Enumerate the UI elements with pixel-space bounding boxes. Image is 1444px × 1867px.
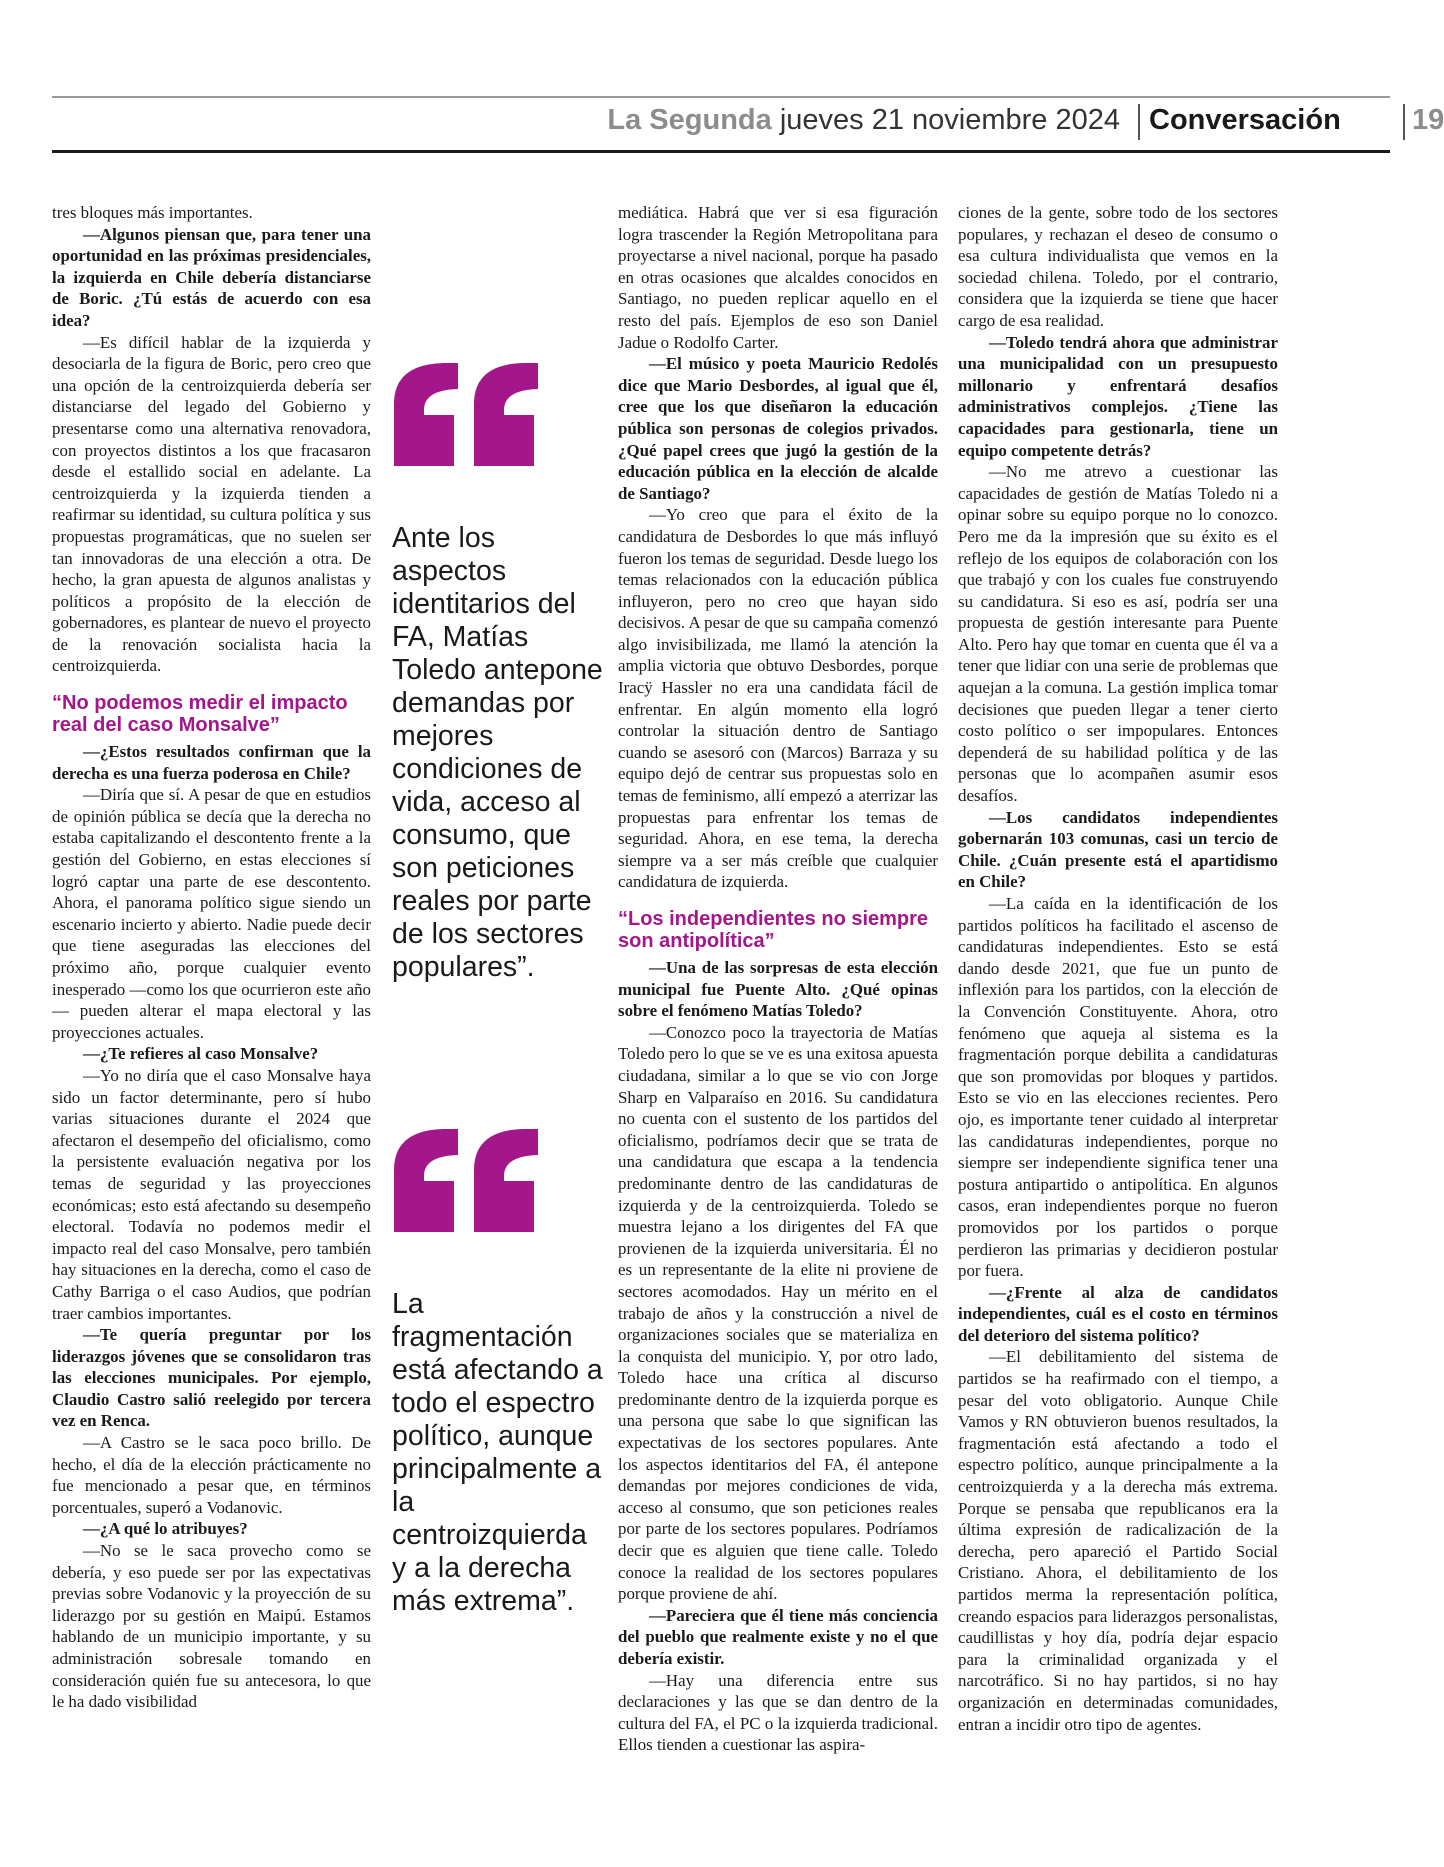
interview-answer: —No me atrevo a cuestionar las capacidades de gestión de Matías Toledo ni a opinar sobre su equipo porque no lo conozco. Pero me da la impresión que su éxito es el reflejo de los equipos de colaboración con los que trabajó y con los cuales fue construyendo su candidatura. Si eso es así, podría ser una propuesta de gestión interesante para Puente Alto. Pero hay que tomar en cuenta que él va a tener que lidiar con una serie de problemas que aquejan a la comuna. La gestión implica tomar decisiones que pueden llegar a tener cierto costo político o ser impopulares. Entonces dependerá de su habilidad política y de las personas que lo acompañen asumir esos desafíos.: [958, 462, 1278, 806]
interview-answer: —Diría que sí. A pesar de que en estudios de opinión pública se decía que la derecha no estaba capitalizando el descontento frente a la gestión del Gobierno, en estas elecciones sí logró captar una parte de ese descontento. Ahora, el panorama político sigue siendo un escenario incierto y abierto. Nadie puede decir que tiene aseguradas las elecciones del próximo año, porque cualquier evento inesperado —como los que ocurrieron este año— pueden alterar el mapa electoral y las proyecciones actuales.: [52, 785, 371, 1042]
interview-question: —¿Estos resultados confirman que la derecha es una fuerza poderosa en Chile?: [52, 742, 371, 783]
interview-answer: —Conozco poco la trayectoria de Matías Toledo pero lo que se ve es una exitosa apuesta ciudadana, similar a lo que se vio con Jorge Sharp en Valparaíso en 2016. Su candidatura no cuenta con el sustento de los partidos del oficialismo, podríamos decir que se trata de una candidatura que escapa a la tendencia predominante dentro de las candidaturas de izquierda y de la centroizquierda. Toledo se muestra lejano a los dirigentes del FA que provienen de la izquierda universitaria. Él no es un representante de la elite ni proviene de sectores acomodados. Hay un mérito en el trabajo de años y la construcción a nivel de organizaciones sociales que se materializa en la conquista del municipio. Y, por otro lado, Toledo hace una crítica al discurso predominante dentro de la izquierda porque es una persona que sabe lo que significan las expectativas de los sectores populares. Ante los aspectos identitarios del FA, él antepone demandas por mejores condiciones de vida, acceso al consumo, que son peticiones reales por parte de los sectores populares. Podríamos decir que es alguien que tiene calle. Toledo conoce la realidad de los sectores populares porque proviene de ahí.: [618, 1022, 938, 1604]
quote-mark-icon: [390, 362, 542, 468]
interview-question: —Una de las sorpresas de esta elección municipal fue Puente Alto. ¿Qué opinas sobre el fenómeno Matías Toledo?: [618, 958, 938, 1021]
interview-answer: —El debilitamiento del sistema de partidos se ha reafirmado con el tiempo, a pesar del voto obligatorio. Aunque Chile Vamos y RN obtuvieron buenos resultados, la fragmentación está afectando a todo el espectro político, aunque principalmente a la centroizquierda y a la derecha más extrema. Porque se pensaba que republicanos era la última expresión de radicalización de la derecha, pero apareció el Partido Social Cristiano. Ahora, el debilitamiento de los partidos merma la representación política, creando espacios para liderazgos personalistas, caudillistas y hoy día, podría dejar espacio para la criminalidad organizada y el narcotráfico. Si no hay partidos, si no hay organización en determinadas comunidades, entran a incidir otro tipo de agentes.: [958, 1347, 1278, 1734]
subheading: “Los independientes no siempre son antipolítica”: [618, 908, 929, 952]
pull-quote: Ante los aspectos identitarios del FA, Matías Toledo antepone demandas por mejores condiciones de vida, acceso al consumo, que son peticiones reales por parte de los sectores populares”.: [392, 522, 603, 983]
page-header: [52, 98, 1444, 150]
interview-answer: —No se le saca provecho como se debería, y eso puede ser por las expectativas previas sobre Vodanovic y la proyección de su liderazgo por su gestión en Maipú. Estamos hablando de un municipio importante, y su administración sobresale tomando en consideración quién fue su antecesora, lo que le ha dado visibilidad: [52, 1541, 371, 1712]
interview-answer: —A Castro se le saca poco brillo. De hecho, el día de la elección prácticamente no fue mencionado a pesar que, en términos porcentuales, superó a Vodanovic.: [52, 1433, 371, 1517]
text-column-1: [52, 202, 371, 1713]
body-paragraph: ciones de la gente, sobre todo de los sectores populares, y rechazan el deseo de consumo o esa cultura individualista que vemos en la sociedad chilena. Toledo, por el contrario, considera que la izquierda se tiene que hacer cargo de esa realidad.: [958, 203, 1278, 330]
text-column-3: [618, 202, 938, 1756]
interview-question: —Los candidatos independientes gobernarán 103 comunas, casi un tercio de Chile. ¿Cuán presente está el apartidismo en Chile?: [958, 807, 1278, 892]
interview-question: —¿A qué lo atribuyes?: [83, 1519, 248, 1539]
text-column-4: [958, 202, 1278, 1735]
pull-quote: La fragmentación está afectando a todo el espectro político, aunque principalmente a la centroizquierda y a la derecha más extrema”.: [392, 1288, 603, 1617]
interview-question: —Pareciera que él tiene más conciencia del pueblo que realmente existe y no el que debería existir.: [618, 1605, 938, 1668]
interview-question: —¿Te refieres al caso Monsalve?: [83, 1044, 319, 1064]
interview-answer: —Es difícil hablar de la izquierda y desociarla de la figura de Boric, pero creo que una opción de la centroizquierda debería ser distanciarse del legado del Gobierno y presentarse como una alternativa renovadora, con proyectos distintos a los que fracasaron desde el estallido social en adelante. La centroizquierda y la izquierda tienden a reafirmar su identidad, su cultura política y sus propuestas programáticas, que no suelen ser tan innovadoras de una elección a otra. De hecho, la gran apuesta de algunos analistas y políticos a propósito de la elección de gobernadores, es plantear de nuevo el proyecto de la renovación socialista hacia la centroizquierda.: [52, 332, 371, 676]
body-paragraph: tres bloques más importantes.: [52, 203, 253, 222]
issue-date: jueves 21 noviembre 2024: [779, 104, 1120, 136]
header-divider: [1403, 104, 1405, 140]
page-number: 19: [1412, 104, 1444, 136]
header-divider: [1138, 104, 1140, 140]
interview-question: —¿Frente al alza de candidatos independientes, cuál es el costo en términos del deterioro del sistema político?: [958, 1282, 1278, 1345]
section-name: Conversación: [1149, 104, 1341, 136]
interview-answer: —La caída en la identificación de los partidos políticos ha facilitado el ascenso de candidaturas independientes. Esto se está dando desde 2021, que fue un punto de inflexión para los partidos, con la elección de la Convención Constituyente. Ahora, otro fenómeno que aqueja al sistema es la fragmentación porque debilita a candidaturas que son promovidas por bloques y partidos. Esto se vio en las elecciones recientes. Pero ojo, es importante tener cuidado al interpretar las candidaturas independientes, porque no siempre ser independiente significa tener una postura antipartido o antipolítica. En algunos casos, eran independientes porque no fueron promovidos por los partidos o porque perdieron las primarias y decidieron postular por fuera.: [958, 894, 1278, 1281]
interview-answer: —Yo no diría que el caso Monsalve haya sido un factor determinante, pero sí hubo varias situaciones durante el 2024 que afectaron el desempeño del oficialismo, como la persistente evaluación negativa por los temas de seguridad y las proyecciones económicas; esto está afectando su desempeño electoral. Todavía no podemos medir el impacto real del caso Monsalve, pero también hay situaciones en la derecha, como el caso de Cathy Barriga o el caso Audios, que podrían traer cambios importantes.: [52, 1065, 371, 1323]
subheading: “No podemos medir el impacto real del caso Monsalve”: [52, 692, 348, 737]
body-paragraph: mediática. Habrá que ver si esa figuración logra trascender la Región Metropolitana para proyectarse a nivel nacional, porque ha pasado en otras ocasiones que alcaldes conocidos en Santiago, no pueden replicar aquello en el resto del país. Ejemplos de eso son Daniel Jadue o Rodolfo Carter.: [618, 203, 938, 352]
header-paper-date: [607, 104, 1120, 137]
quote-mark-icon: [390, 1128, 542, 1234]
newspaper-name: La Segunda: [607, 104, 772, 136]
interview-question: —El músico y poeta Mauricio Redolés dice que Mario Desbordes, al igual que él, cree que los que diseñaron la educación pública son personas de colegios privados. ¿Qué papel crees que jugó la gestión de la educación pública en la elección de alcalde de Santiago?: [618, 354, 938, 503]
header-bottom-rule: [52, 150, 1390, 153]
interview-answer: —Yo creo que para el éxito de la candidatura de Desbordes lo que más influyó fueron los temas de seguridad. Desde luego los temas relacionados con la educación pública influyeron, pero no creo que hayan sido decisivos. A pesar de que su campaña comenzó algo invisibilizada, me llamó la atención la amplia victoria que obtuvo Desbordes, porque Iracÿ Hassler no era una candidata fácil de enfrentar. En algún momento ella logró controlar la situación dentro de Santiago cuando se asesoró con (Marcos) Barraza y su equipo dejó de centrar sus propuestas solo en temas de feminismo, allí empezó a aterrizar las propuestas para enfrentar los temas de seguridad. Ahora, en ese tema, la derecha siempre va a ser más creíble que cualquier candidatura de izquierda.: [618, 505, 938, 892]
interview-question: —Algunos piensan que, para tener una oportunidad en las próximas presidenciales, la izquierda en Chile debería distanciarse de Boric. ¿Tú estás de acuerdo con esa idea?: [52, 224, 371, 330]
interview-answer: —Hay una diferencia entre sus declaraciones y las que se dan dentro de la cultura del FA, el PC o la izquierda tradicional. Ellos tienden a cuestionar las aspira-: [618, 1670, 938, 1755]
interview-question: —Toledo tendrá ahora que administrar una municipalidad con un presupuesto millonario y enfrentará desafíos administrativos complejos. ¿Tiene las capacidades para gestionarla, tiene un equipo competente detrás?: [958, 332, 1278, 460]
interview-question: —Te quería preguntar por los liderazgos jóvenes que se consolidaron tras las elecciones municipales. Por ejemplo, Claudio Castro salió reelegido por tercera vez en Renca.: [52, 1325, 371, 1431]
